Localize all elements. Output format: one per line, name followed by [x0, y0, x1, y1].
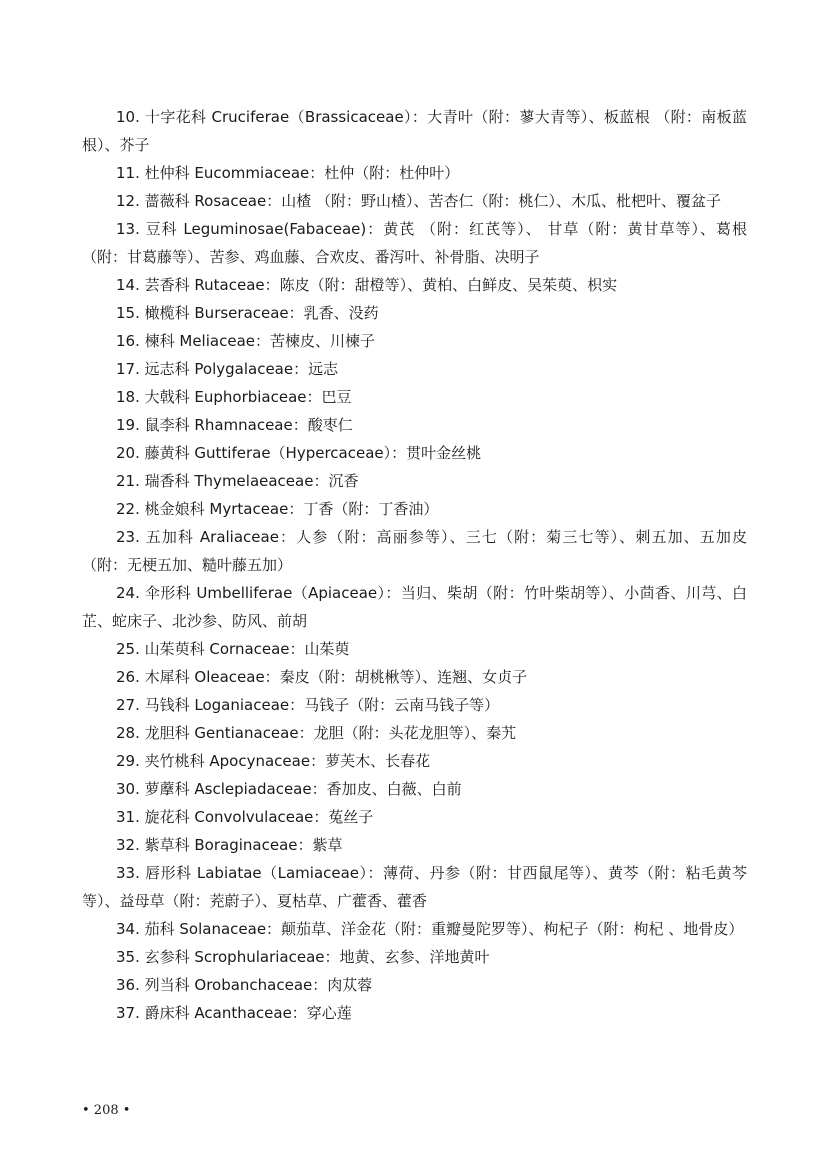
entry-myrtaceae: 22. 桃金娘科 Myrtaceae：丁香（附：丁香油） — [116, 500, 439, 518]
entry-orobanchaceae: 36. 列当科 Orobanchaceae：肉苁蓉 — [116, 976, 373, 994]
entry-euphorbiaceae: 18. 大戟科 Euphorbiaceae：巴豆 — [116, 388, 352, 406]
entry-cruciferae: 10. 十字花科 Cruciferae（Brassicaceae）：大青叶（附：蓼大青等）、板蓝根 （附：南板蓝根）、芥子 — [82, 108, 747, 154]
entry-rhamnaceae: 19. 鼠李科 Rhamnaceae：酸枣仁 — [116, 416, 353, 434]
entry-labiatae: 33. 唇形科 Labiatae（Lamiaceae）：薄荷、丹参（附：甘西鼠尾等）、黄芩（附：粘毛黄芩等）、益母草（附：茺蔚子）、夏枯草、广藿香、藿香 — [82, 864, 747, 910]
entry-asclepiadaceae: 30. 萝藦科 Asclepiadaceae：香加皮、白薇、白前 — [116, 780, 462, 798]
entry-acanthaceae: 37. 爵床科 Acanthaceae：穿心莲 — [116, 1004, 352, 1022]
entry-rutaceae: 14. 芸香科 Rutaceae：陈皮（附：甜橙等）、黄柏、白鲜皮、吴茱萸、枳实 — [116, 276, 618, 294]
entry-araliaceae: 23. 五加科 Araliaceae：人参（附：高丽参等）、三七（附：菊三七等）、刺五加、五加皮（附：无梗五加、糙叶藤五加） — [82, 528, 747, 574]
entry-leguminosae: 13. 豆科 Leguminosae(Fabaceae)：黄芪 （附：红芪等）、 甘草（附：黄甘草等）、葛根（附：甘葛藤等）、苦参、鸡血藤、合欢皮、番泻叶、补骨脂、决明子 — [82, 220, 747, 266]
entry-rosaceae: 12. 蔷薇科 Rosaceae：山楂 （附：野山楂）、苦杏仁（附：桃仁）、木瓜、枇杷叶、覆盆子 — [116, 192, 721, 210]
entry-list — [82, 103, 747, 1027]
page-number: • 208 • — [82, 1103, 131, 1118]
entry-loganiaceae: 27. 马钱科 Loganiaceae：马钱子（附：云南马钱子等） — [116, 696, 500, 714]
entry-oleaceae: 26. 木犀科 Oleaceae：秦皮（附：胡桃楸等）、连翘、女贞子 — [116, 668, 528, 686]
entry-umbelliferae: 24. 伞形科 Umbelliferae（Apiaceae）：当归、柴胡（附：竹叶柴胡等）、小茴香、川芎、白芷、蛇床子、北沙参、防风、前胡 — [82, 584, 747, 630]
entry-meliaceae: 16. 楝科 Meliaceae：苦楝皮、川楝子 — [116, 332, 375, 350]
entry-solanaceae: 34. 茄科 Solanaceae：颠茄草、洋金花（附：重瓣曼陀罗等）、枸杞子（附：枸杞 、地骨皮） — [116, 920, 744, 938]
entry-apocynaceae: 29. 夹竹桃科 Apocynaceae：萝芙木、长春花 — [116, 752, 431, 770]
entry-polygalaceae: 17. 远志科 Polygalaceae：远志 — [116, 360, 339, 378]
entry-convolvulaceae: 31. 旋花科 Convolvulaceae：菟丝子 — [116, 808, 374, 826]
entry-burseraceae: 15. 橄榄科 Burseraceae：乳香、没药 — [116, 304, 379, 322]
entry-eucommiaceae: 11. 杜仲科 Eucommiaceae：杜仲（附：杜仲叶） — [116, 164, 460, 182]
entry-guttiferae: 20. 藤黄科 Guttiferae（Hypercaceae）：贯叶金丝桃 — [116, 444, 482, 462]
entry-scrophulariaceae: 35. 玄参科 Scrophulariaceae：地黄、玄参、洋地黄叶 — [116, 948, 490, 966]
entry-boraginaceae: 32. 紫草科 Boraginaceae：紫草 — [116, 836, 343, 854]
entry-gentianaceae: 28. 龙胆科 Gentianaceae：龙胆（附：头花龙胆等）、秦艽 — [116, 724, 517, 742]
entry-thymelaeaceae: 21. 瑞香科 Thymelaeaceae：沉香 — [116, 472, 359, 490]
entry-cornaceae: 25. 山茱萸科 Cornaceae：山茱萸 — [116, 640, 350, 658]
